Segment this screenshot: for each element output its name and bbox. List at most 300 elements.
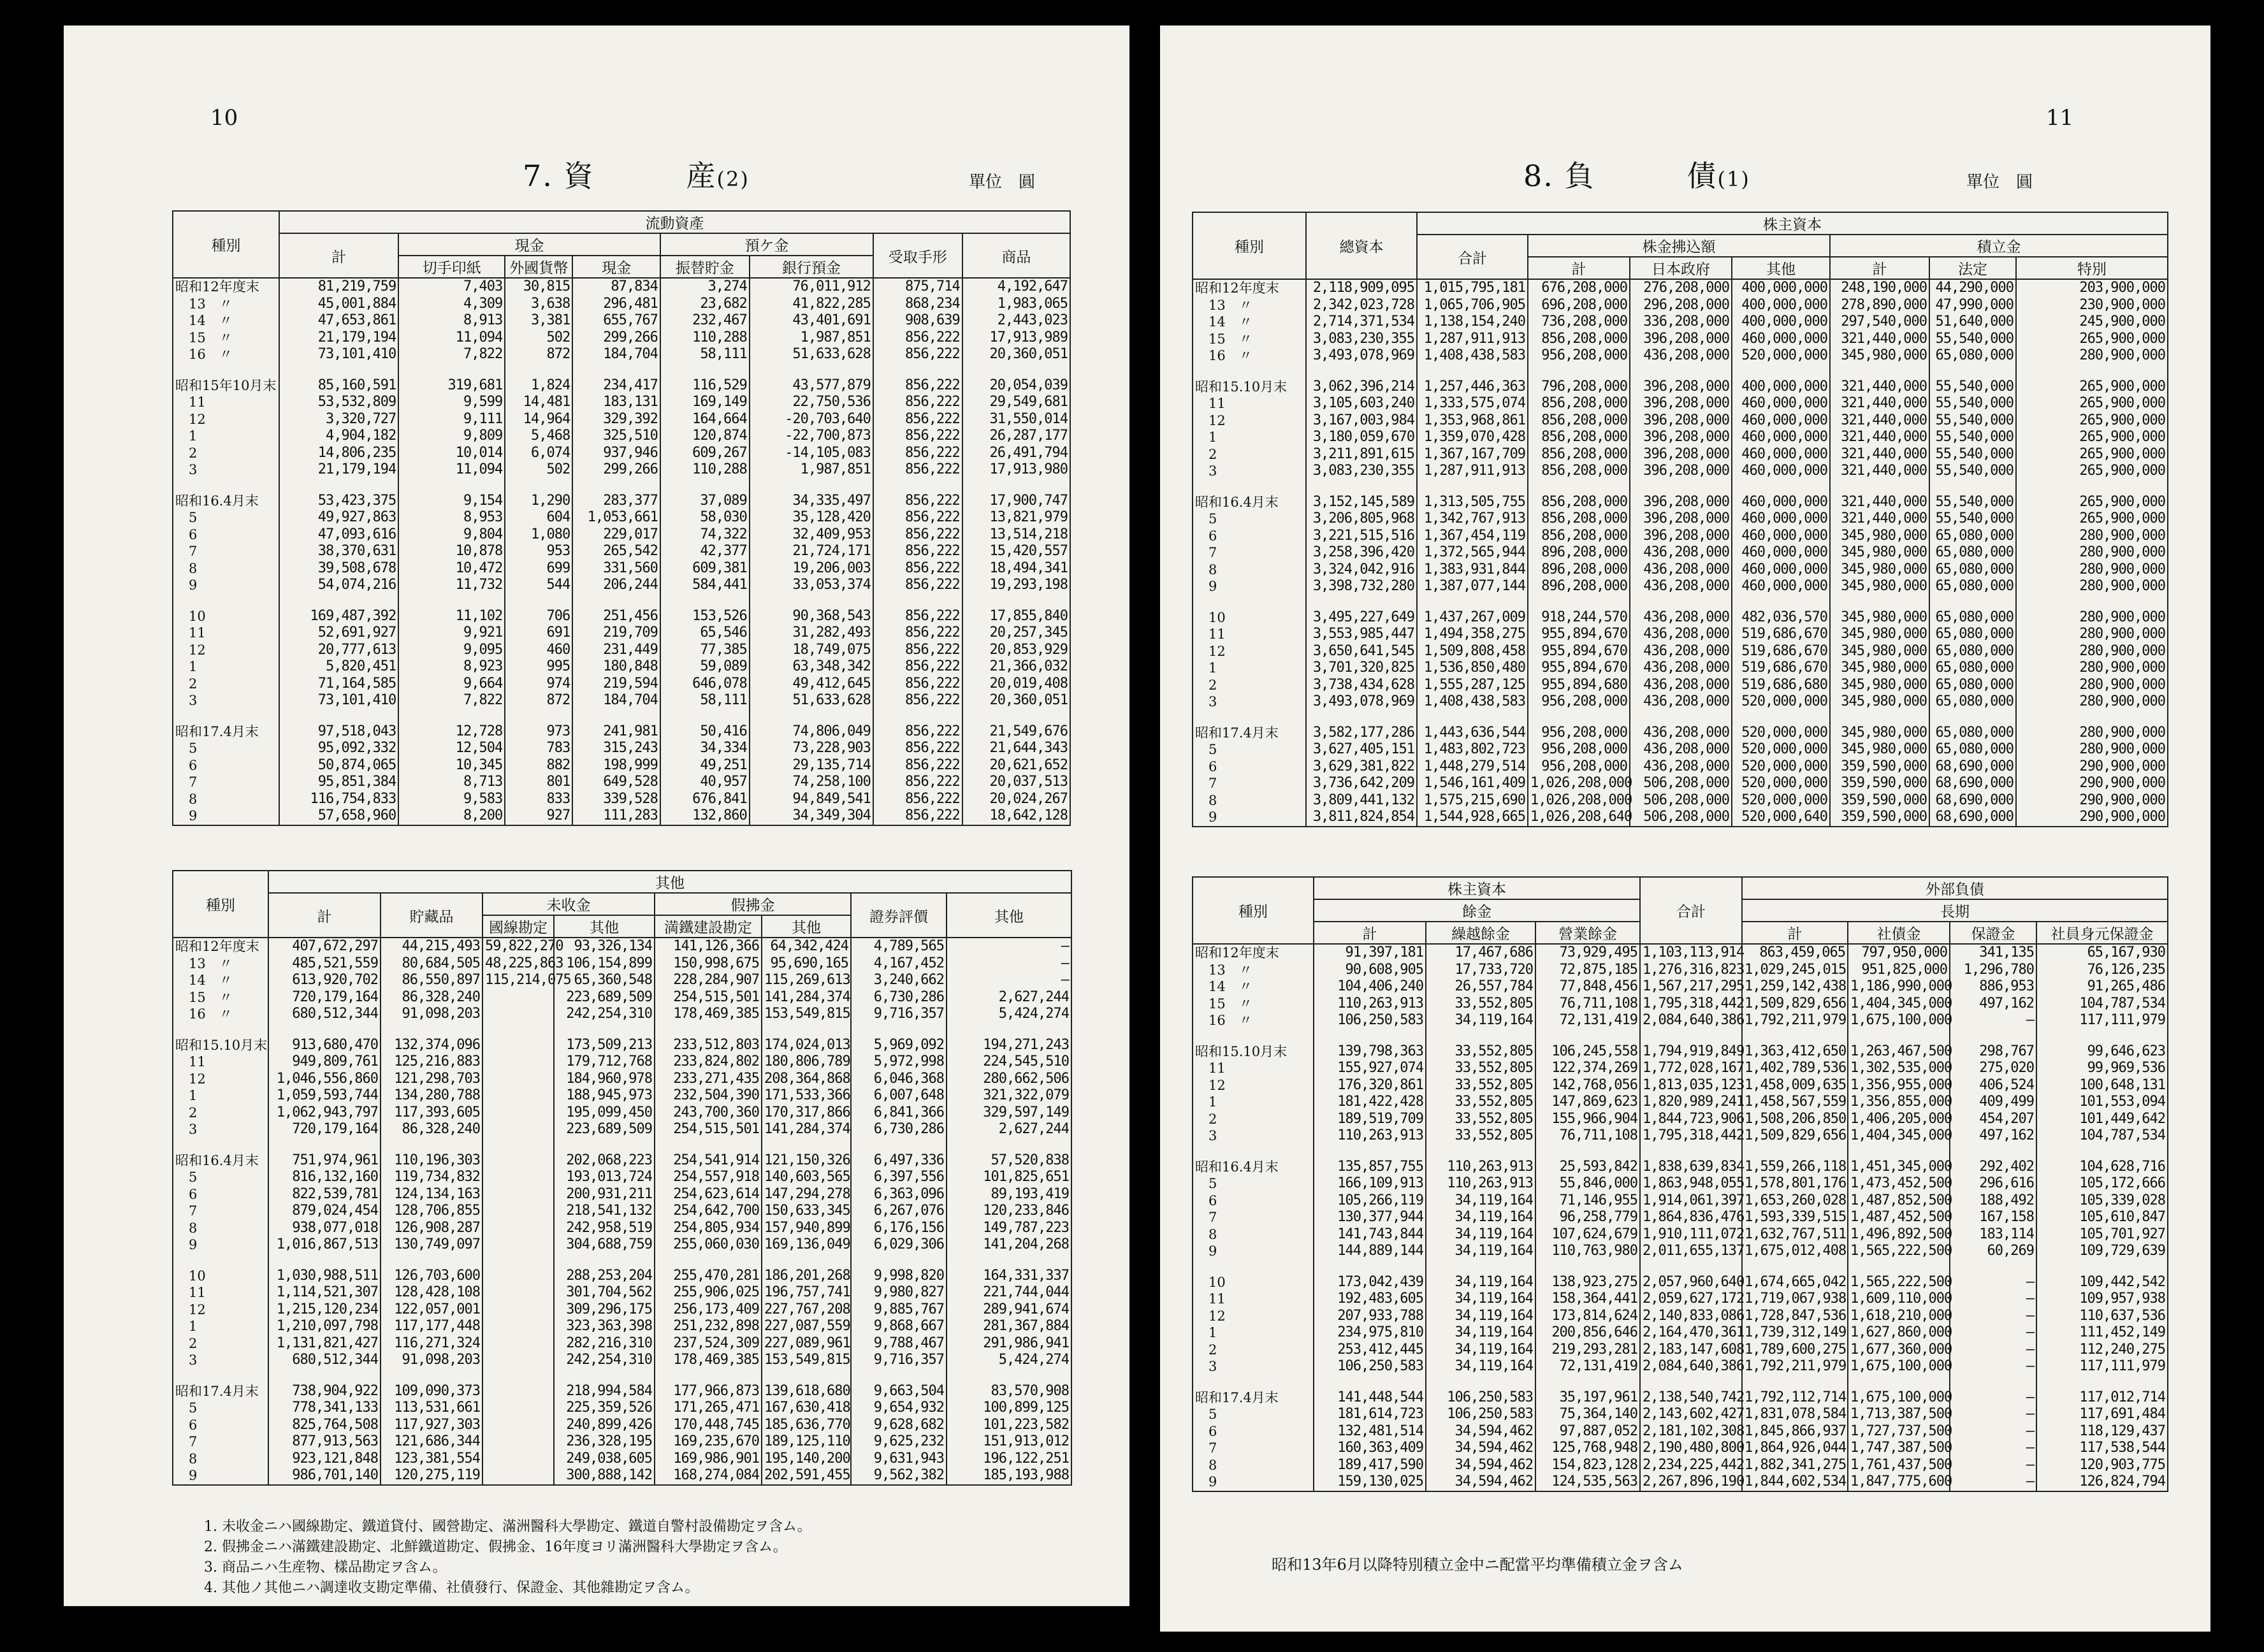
gap-cell [505, 709, 572, 723]
gap-cell [851, 1138, 947, 1152]
cell-value: 105,172,666 [2036, 1175, 2168, 1192]
cell-value: 223,689,509 [554, 989, 655, 1006]
cell-value: 17,913,980 [962, 461, 1070, 479]
gap-cell [1830, 480, 1929, 494]
gap-cell [381, 1023, 483, 1037]
table-row [173, 791, 1070, 808]
cell-value: 194,271,243 [947, 1037, 1071, 1054]
cell-value: 856,222 [873, 411, 962, 428]
table-row [1193, 1291, 2168, 1308]
cell-value: 506,208,000 [1630, 775, 1732, 792]
row-label: 15 〃 [1193, 996, 1314, 1013]
cell-value: 856,222 [873, 526, 962, 544]
gap-cell [398, 363, 505, 377]
row-label: 11 [1193, 626, 1306, 643]
cell-value: 29,135,714 [750, 757, 873, 774]
table-row [1193, 528, 2168, 545]
cell-value: 1,845,866,937 [1742, 1423, 1848, 1440]
cell-value: 202,591,455 [762, 1467, 851, 1485]
cell-value: 81,219,759 [279, 278, 398, 296]
cell-value: 10,878 [398, 543, 505, 560]
row-label: 昭和15.10月末 [173, 1037, 268, 1054]
cell-value: 48,225,863 [483, 955, 554, 973]
cell-value: 251,456 [572, 608, 660, 625]
cell-value: 1,987,851 [750, 461, 873, 479]
cell-value: 283,377 [572, 493, 660, 510]
cell-value: 43,401,691 [750, 312, 873, 330]
cell-value: 436,208,000 [1630, 609, 1732, 627]
cell-value: 229,017 [572, 526, 660, 544]
cell-value: 120,275,119 [381, 1467, 483, 1485]
cell-value: 195,099,450 [554, 1105, 655, 1122]
cell-value: 26,557,784 [1426, 978, 1535, 996]
cell-value: 93,326,134 [554, 938, 655, 955]
cell-value: 166,109,913 [1314, 1175, 1426, 1192]
cell-value: 396,208,000 [1630, 528, 1732, 545]
cell-value: 173,509,213 [554, 1037, 655, 1054]
cell-value: 856,222 [873, 445, 962, 462]
table-row [173, 625, 1070, 642]
cell-value: 406,524 [1950, 1077, 2036, 1094]
cell-value: 34,594,462 [1426, 1440, 1535, 1457]
cell-value: 1,546,161,409 [1417, 775, 1528, 792]
cell-value: — [1950, 1423, 2036, 1440]
cell-value: 520,000,000 [1732, 347, 1830, 365]
cell-value: 345,980,000 [1830, 528, 1929, 545]
cell-value: 241,981 [572, 723, 660, 741]
cell-value: 896,208,000 [1528, 544, 1630, 562]
cell-value: 168,274,084 [655, 1467, 762, 1485]
cell-value: 80,684,505 [381, 955, 483, 973]
cell-value: 181,422,428 [1314, 1094, 1426, 1111]
cell-value: 875,714 [873, 278, 962, 296]
row-label: 11 [1193, 395, 1306, 412]
gap-cell [279, 363, 398, 377]
cell-value: 6,267,076 [851, 1203, 947, 1220]
gap-cell [947, 1254, 1071, 1268]
cell-value: 33,552,805 [1426, 996, 1535, 1013]
cell-value: 147,869,623 [1535, 1094, 1640, 1111]
cell-value: 321,440,000 [1830, 331, 1929, 348]
cell-value: 95,851,384 [279, 774, 398, 791]
cell-value: 6,730,286 [851, 989, 947, 1006]
cell-value: 106,250,583 [1314, 1012, 1426, 1029]
table-row [1193, 1159, 2168, 1176]
cell-value: 51,633,628 [750, 692, 873, 709]
cell-value: 1,831,078,584 [1742, 1406, 1848, 1423]
table-gap-row [173, 1254, 1071, 1268]
cell-value: 118,129,437 [2036, 1423, 2168, 1440]
cell-value: 183,114 [1950, 1226, 2036, 1243]
cell-value: 231,449 [572, 642, 660, 659]
table-row [173, 1400, 1071, 1417]
cell-value: 696,208,000 [1528, 297, 1630, 314]
cell-value: 280,900,000 [2016, 562, 2168, 579]
cell-value: 1,536,850,480 [1417, 660, 1528, 677]
cell-value: 150,998,675 [655, 955, 762, 973]
cell-value [483, 1352, 554, 1369]
cell-value: 189,125,110 [762, 1433, 851, 1451]
cell-value: 8,913 [398, 312, 505, 330]
cell-value: 3,736,642,209 [1306, 775, 1417, 792]
cell-value: 20,019,408 [962, 676, 1070, 693]
gap-cell [2016, 365, 2168, 379]
cell-value: 112,240,275 [2036, 1342, 2168, 1359]
cell-value: 121,150,326 [762, 1152, 851, 1170]
cell-value: 4,192,647 [962, 278, 1070, 296]
left-page-number: 10 [210, 105, 238, 131]
cell-value: 65,080,000 [1929, 693, 2016, 711]
cell-value: 783 [505, 740, 572, 757]
cell-value: 4,904,182 [279, 428, 398, 445]
gap-cell [1306, 480, 1417, 494]
cell-value: 1,487,852,500 [1848, 1192, 1950, 1210]
cell-value: 251,232,898 [655, 1318, 762, 1335]
cell-value: 170,448,745 [655, 1417, 762, 1434]
row-label: 5 [1193, 511, 1306, 528]
gap-cell [572, 594, 660, 608]
gap-cell [554, 1023, 655, 1037]
row-label: 5 [173, 1169, 268, 1186]
gap-cell [2036, 1145, 2168, 1159]
cell-value: 973 [505, 723, 572, 741]
row-label: 9 [173, 1467, 268, 1485]
cell-value: 436,208,000 [1630, 660, 1732, 677]
cell-value: 234,417 [572, 377, 660, 395]
cell-value: 101,825,651 [947, 1169, 1071, 1186]
table-row [173, 1352, 1071, 1369]
row-label: 昭和12年度末 [1193, 279, 1306, 297]
table-row [1193, 1127, 2168, 1145]
cell-value: 18,642,128 [962, 808, 1070, 825]
cell-value: 49,412,645 [750, 676, 873, 693]
cell-value: 65,080,000 [1929, 562, 2016, 579]
rt-h-res-total: 計 [1830, 257, 1929, 279]
table-row [173, 723, 1070, 741]
right-title-text: 8. 負 債 [1523, 159, 1718, 193]
cell-value: 1,914,061,397 [1640, 1192, 1742, 1210]
row-label: 9 [1193, 578, 1306, 595]
cell-value: 1,458,009,635 [1742, 1077, 1848, 1094]
cell-value: 460,000,000 [1732, 463, 1830, 480]
table-row [1193, 1175, 2168, 1192]
cell-value: 91,098,203 [381, 1352, 483, 1369]
lt-h-cash: 現金 [398, 233, 660, 256]
table-row [173, 577, 1070, 594]
cell-value: 4,789,565 [851, 938, 947, 955]
cell-value: 280,900,000 [2016, 578, 2168, 595]
gap-cell [1535, 1260, 1640, 1274]
cell-value: 856,222 [873, 461, 962, 479]
cell-value: 460,000,000 [1732, 412, 1830, 430]
gap-cell [572, 709, 660, 723]
cell-value: 110,637,536 [2036, 1308, 2168, 1325]
cell-value: 141,448,544 [1314, 1389, 1426, 1407]
cell-value: 7,822 [398, 692, 505, 709]
cell-value: 184,960,978 [554, 1071, 655, 1088]
cell-value: 153,549,815 [762, 1352, 851, 1369]
cell-value: 106,250,583 [1426, 1389, 1535, 1407]
row-label: 3 [173, 1121, 268, 1138]
cell-value: 17,913,989 [962, 330, 1070, 347]
gap-cell [873, 709, 962, 723]
row-label: 11 [173, 1284, 268, 1301]
cell-value: 188,945,973 [554, 1087, 655, 1105]
table-row [173, 1186, 1071, 1203]
cell-value: 63,348,342 [750, 658, 873, 676]
cell-value: 3,206,805,968 [1306, 511, 1417, 528]
cell-value: 315,243 [572, 740, 660, 757]
cell-value: 116,529 [660, 377, 750, 395]
cell-value: 436,208,000 [1630, 626, 1732, 643]
table-row [173, 1169, 1071, 1186]
cell-value: 41,822,285 [750, 296, 873, 313]
row-label: 2 [1193, 1111, 1314, 1128]
row-label: 1 [1193, 1094, 1314, 1111]
cell-value: 1,567,217,295 [1640, 978, 1742, 996]
cell-value: 104,787,534 [2036, 996, 2168, 1013]
cell-value: 86,328,240 [381, 989, 483, 1006]
gap-cell [398, 709, 505, 723]
gap-cell [1528, 480, 1630, 494]
cell-value: 3,493,078,969 [1306, 347, 1417, 365]
cell-value: — [1950, 1440, 2036, 1457]
cell-value: 609,267 [660, 445, 750, 462]
cell-value: 497,162 [1950, 996, 2036, 1013]
cell-value: 519,686,670 [1732, 626, 1830, 643]
cell-value: 280,900,000 [2016, 660, 2168, 677]
cell-value: 2,267,896,190 [1640, 1474, 1742, 1491]
cell-value: 255,470,281 [655, 1268, 762, 1285]
cell-value: 138,923,275 [1535, 1274, 1640, 1291]
cell-value: 132,374,096 [381, 1037, 483, 1054]
cell-value: 237,524,309 [655, 1335, 762, 1352]
cell-value: 141,204,268 [947, 1236, 1071, 1254]
cell-value: 856,222 [873, 560, 962, 577]
cell-value [483, 1006, 554, 1023]
cell-value: 297,540,000 [1830, 314, 1929, 331]
cell-value: 699 [505, 560, 572, 577]
cell-value: 1,838,639,834 [1640, 1159, 1742, 1176]
cell-value: 1,987,851 [750, 330, 873, 347]
cell-value: 1,487,452,500 [1848, 1209, 1950, 1226]
cell-value: 856,222 [873, 608, 962, 625]
cell-value: 1,728,847,536 [1742, 1308, 1848, 1325]
gap-cell [947, 1369, 1071, 1383]
lb-h-total: 計 [268, 893, 381, 938]
table-row [1193, 279, 2168, 297]
cell-value: 856,208,000 [1528, 528, 1630, 545]
cell-value: 4,309 [398, 296, 505, 313]
cell-value: 1,333,575,074 [1417, 395, 1528, 412]
table-row [173, 296, 1070, 313]
table-gap-row [1193, 1145, 2168, 1159]
cell-value: 856,208,000 [1528, 511, 1630, 528]
cell-value: 57,658,960 [279, 808, 398, 825]
cell-value: 233,271,435 [655, 1071, 762, 1088]
cell-value: 3,180,059,670 [1306, 429, 1417, 446]
cell-value: 173,042,439 [1314, 1274, 1426, 1291]
lb-h-stored: 貯藏品 [381, 893, 483, 938]
cell-value: 72,131,419 [1535, 1012, 1640, 1029]
cell-value: 1,276,316,823 [1640, 962, 1742, 979]
table-row [1193, 1077, 2168, 1094]
table-row [173, 445, 1070, 462]
lb-h-unc2: 其他 [554, 915, 655, 938]
table-row [1193, 1012, 2168, 1029]
cell-value: 22,750,536 [750, 394, 873, 411]
cell-value: 720,179,164 [268, 989, 381, 1006]
cell-value: 60,269 [1950, 1243, 2036, 1260]
cell-value: 2,190,480,800 [1640, 1440, 1742, 1457]
cell-value: 409,499 [1950, 1094, 2036, 1111]
table-row [173, 757, 1070, 774]
cell-value: 33,552,805 [1426, 1043, 1535, 1061]
cell-value: 186,201,268 [762, 1268, 851, 1285]
cell-value: 39,508,678 [279, 560, 398, 577]
cell-value: 6,730,286 [851, 1121, 947, 1138]
row-label: 7 [1193, 1209, 1314, 1226]
cell-value: 1,509,829,656 [1742, 996, 1848, 1013]
cell-value: 856,222 [873, 723, 962, 741]
cell-value: 96,258,779 [1535, 1209, 1640, 1226]
cell-value: 1,632,767,511 [1742, 1226, 1848, 1243]
cell-value: 64,342,424 [762, 938, 851, 955]
table-gap-row [173, 1369, 1071, 1383]
cell-value: 291,986,941 [947, 1335, 1071, 1352]
cell-value: 918,244,570 [1528, 609, 1630, 627]
row-label: 昭和17.4月末 [1193, 725, 1306, 742]
cell-value: 1,263,467,500 [1848, 1043, 1950, 1061]
table-row [173, 989, 1071, 1006]
lt-h-cash1: 切手印紙 [398, 256, 505, 278]
rb-h-long: 長期 [1742, 899, 2168, 922]
row-label: 9 [173, 808, 279, 825]
row-label: 1 [173, 658, 279, 676]
row-label: 昭和16.4月末 [173, 1152, 268, 1170]
row-label: 6 [173, 757, 279, 774]
cell-value: 345,980,000 [1830, 578, 1929, 595]
cell-value: 1,677,360,000 [1848, 1342, 1950, 1359]
cell-value: 189,519,709 [1314, 1111, 1426, 1128]
cell-value: 299,266 [572, 461, 660, 479]
table-gap-row [173, 479, 1070, 493]
cell-value: 253,412,445 [1314, 1342, 1426, 1359]
cell-value: 3,381 [505, 312, 572, 330]
cell-value: 3,167,003,984 [1306, 412, 1417, 430]
cell-value: 1,509,829,656 [1742, 1127, 1848, 1145]
cell-value: 856,208,000 [1528, 446, 1630, 463]
cell-value: 21,366,032 [962, 658, 1070, 676]
cell-value: 1,448,279,514 [1417, 758, 1528, 776]
cell-value: 121,298,703 [381, 1071, 483, 1088]
cell-value: 436,208,000 [1630, 741, 1732, 758]
cell-value: 1,046,556,860 [268, 1071, 381, 1088]
cell-value: 345,980,000 [1830, 741, 1929, 758]
cell-value: 655,767 [572, 312, 660, 330]
cell-value: — [947, 938, 1071, 955]
cell-value: 856,222 [873, 774, 962, 791]
cell-value: 54,074,216 [279, 577, 398, 594]
cell-value: 178,469,385 [655, 1352, 762, 1369]
cell-value: 520,000,000 [1732, 775, 1830, 792]
cell-value: 155,927,074 [1314, 1060, 1426, 1077]
cell-value: 436,208,000 [1630, 758, 1732, 776]
cell-value: 154,823,128 [1535, 1457, 1640, 1474]
cell-value: 9,664 [398, 676, 505, 693]
cell-value: 121,686,344 [381, 1433, 483, 1451]
cell-value: 58,030 [660, 509, 750, 526]
cell-value: 3,320,727 [279, 411, 398, 428]
cell-value: 460 [505, 642, 572, 659]
gap-cell [1640, 1145, 1742, 1159]
cell-value: 6,497,336 [851, 1152, 947, 1170]
cell-value: 3,582,177,286 [1306, 725, 1417, 742]
cell-value: 609,381 [660, 560, 750, 577]
gap-cell [279, 709, 398, 723]
table-gap-row [1193, 1029, 2168, 1043]
cell-value: 396,208,000 [1630, 395, 1732, 412]
cell-value: 72,131,419 [1535, 1358, 1640, 1375]
gap-cell [750, 479, 873, 493]
cell-value: 90,368,543 [750, 608, 873, 625]
cell-value: 1,367,167,709 [1417, 446, 1528, 463]
cell-value: 130,749,097 [381, 1236, 483, 1254]
cell-value: 65,080,000 [1929, 725, 2016, 742]
cell-value: 110,288 [660, 461, 750, 479]
cell-value: 155,966,904 [1535, 1111, 1640, 1128]
row-label: 7 [173, 1433, 268, 1451]
cell-value: 86,328,240 [381, 1121, 483, 1138]
table-row [173, 1203, 1071, 1220]
cell-value: 59,089 [660, 658, 750, 676]
cell-value: 460,000,000 [1732, 578, 1830, 595]
cell-value: 1,653,260,028 [1742, 1192, 1848, 1210]
cell-value: 234,975,810 [1314, 1324, 1426, 1342]
gap-cell [268, 1138, 381, 1152]
cell-value: 135,857,755 [1314, 1159, 1426, 1176]
cell-value: 248,190,000 [1830, 279, 1929, 297]
table-row [173, 808, 1070, 825]
row-label: 6 [1193, 1192, 1314, 1210]
cell-value: 680,512,344 [268, 1352, 381, 1369]
row-label: 12 [1193, 1077, 1314, 1094]
cell-value: 254,623,614 [655, 1186, 762, 1203]
cell-value: 219,709 [572, 625, 660, 642]
cell-value: 1,494,358,275 [1417, 626, 1528, 643]
cell-value: 436,208,000 [1630, 562, 1732, 579]
lb-h-adv1: 満鐵建設勘定 [655, 915, 762, 938]
row-label: 2 [173, 1105, 268, 1122]
lt-h-bills: 受取手形 [873, 233, 962, 278]
row-label: 1 [1193, 660, 1306, 677]
cell-value: 33,552,805 [1426, 1077, 1535, 1094]
cell-value: 195,140,200 [762, 1451, 851, 1468]
cell-value: 44,290,000 [1929, 279, 2016, 297]
cell-value: 460,000,000 [1732, 562, 1830, 579]
cell-value: 856,222 [873, 493, 962, 510]
cell-value: 47,653,861 [279, 312, 398, 330]
cell-value: 1,674,665,042 [1742, 1274, 1848, 1291]
cell-value: 34,594,462 [1426, 1423, 1535, 1440]
cell-value: 321,322,079 [947, 1087, 1071, 1105]
cell-value: 68,690,000 [1929, 775, 2016, 792]
cell-value: 42,377 [660, 543, 750, 560]
cell-value: 1,451,345,000 [1848, 1159, 1950, 1176]
cell-value: 520,000,000 [1732, 741, 1830, 758]
cell-value: 301,704,562 [554, 1284, 655, 1301]
gap-cell [1640, 1260, 1742, 1274]
